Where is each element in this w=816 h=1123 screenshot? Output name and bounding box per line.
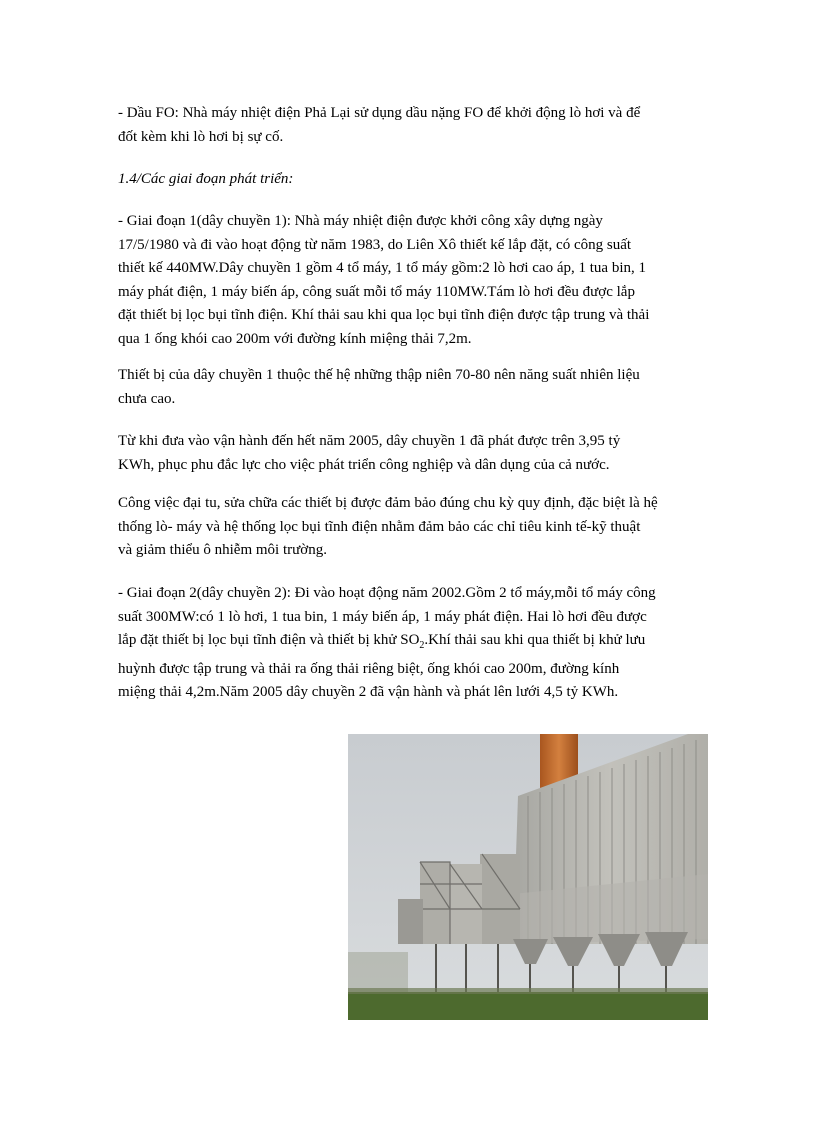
text-line: Thiết bị của dây chuyền 1 thuộc thế hệ những thập niên 70-80 nên năng suất nhiên liệu bbox=[118, 367, 640, 383]
paragraph-stage-1 bbox=[118, 210, 703, 351]
paragraph-maintenance bbox=[118, 492, 703, 563]
text-fragment: .Khí thải sau khi qua thiết bị khử lưu bbox=[424, 632, 646, 648]
text-line: suất 300MW:có 1 lò hơi, 1 tua bin, 1 máy biến áp, 1 máy phát điện. Hai lò hơi đều được bbox=[118, 608, 647, 625]
section-heading: 1.4/Các giai đoạn phát triển: bbox=[118, 171, 294, 187]
text-line: và giảm thiểu ô nhiễm môi trường. bbox=[118, 542, 327, 558]
text-line: máy phát điện, 1 máy biến áp, công suất mỗi tổ máy 110MW.Tám lò hơi đều được lắp bbox=[118, 283, 635, 300]
paragraph-output bbox=[118, 430, 703, 477]
text-line: đốt kèm khi lò hơi bị sự cố. bbox=[118, 128, 284, 145]
text-line: đặt thiết bị lọc bụi tĩnh điện. Khí thải sau khi qua lọc bụi tĩnh điện được tập trung và thải bbox=[118, 307, 650, 323]
text-line-so2 bbox=[118, 629, 703, 658]
text-fragment: lắp đặt thiết bị lọc bụi tĩnh điện và thiết bị khử SO bbox=[118, 632, 420, 648]
ground-edge bbox=[348, 988, 708, 994]
grass bbox=[348, 992, 708, 1020]
text-line: huỳnh được tập trung và thải ra ống thải riêng biệt, ống khói cao 200m, đường kính bbox=[118, 660, 620, 677]
text-line: Công việc đại tu, sửa chữa các thiết bị được đảm bảo đúng chu kỳ quy định, đặc biệt là hệ bbox=[118, 495, 658, 511]
side-structure bbox=[448, 864, 482, 944]
side-structure bbox=[480, 854, 520, 944]
text-line: Từ khi đưa vào vận hành đến hết năm 2005, dây chuyền 1 đã phát được trên 3,95 tỷ bbox=[118, 433, 621, 449]
side-structure bbox=[398, 899, 423, 944]
text-line: miệng thải 4,2m.Năm 2005 dây chuyền 2 đã vận hành và phát lên lưới 4,5 tỷ KWh. bbox=[118, 684, 619, 700]
text-line: chưa cao. bbox=[118, 390, 176, 407]
subscript-2: 2 bbox=[419, 640, 425, 651]
text-line: thống lò- máy và hệ thống lọc bụi tĩnh điện nhằm đảm bảo các chỉ tiêu kinh tế-kỹ thuật bbox=[118, 518, 641, 535]
paragraph-stage-2 bbox=[118, 582, 703, 705]
paragraph-fo-oil bbox=[118, 102, 703, 149]
text-line: - Dầu FO: Nhà máy nhiệt điện Phả Lại sử dụng dầu nặng FO để khởi động lò hơi và để bbox=[118, 105, 641, 121]
power-plant-illustration bbox=[348, 734, 708, 1020]
distant-trees bbox=[348, 952, 408, 992]
text-line: - Giai đoạn 2(dây chuyền 2): Đi vào hoạt động năm 2002.Gồm 2 tổ máy,mỗi tổ máy công bbox=[118, 585, 656, 601]
text-line: qua 1 ống khói cao 200m với đường kính miệng thải 7,2m. bbox=[118, 330, 472, 347]
power-plant-photo bbox=[348, 734, 708, 1020]
text-line: - Giai đoạn 1(dây chuyền 1): Nhà máy nhiệt điện được khởi công xây dựng ngày bbox=[118, 213, 603, 229]
paragraph-equipment bbox=[118, 364, 703, 411]
text-line: 17/5/1980 và đi vào hoạt động từ năm 1983, do Liên Xô thiết kế lắp đặt, có công suất bbox=[118, 236, 632, 253]
text-line: thiết kế 440MW.Dây chuyền 1 gồm 4 tổ máy, 1 tổ máy gồm:2 lò hơi cao áp, 1 tua bin, 1 bbox=[118, 260, 646, 276]
text-line: KWh, phục phu đắc lực cho việc phát triển công nghiệp và dân dụng của cả nước. bbox=[118, 456, 610, 473]
